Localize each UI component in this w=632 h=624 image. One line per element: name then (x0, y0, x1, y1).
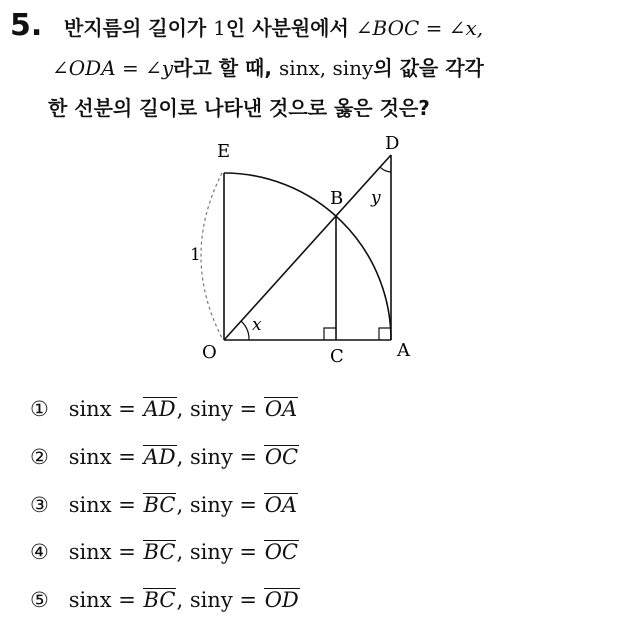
segment-answer: BC (143, 588, 176, 612)
equals: = (239, 445, 258, 469)
choice-marker: ① (30, 397, 49, 421)
radius-dashed-brace (201, 173, 222, 338)
label-o: O (202, 342, 217, 363)
right-angle-mark (379, 328, 391, 340)
segment-answer: OC (264, 445, 299, 469)
equals: = (239, 540, 257, 564)
equals: = (239, 493, 257, 517)
segment-answer: OA (264, 493, 298, 517)
choice-marker: ③ (30, 493, 49, 517)
label-b: B (330, 188, 344, 209)
choice-marker: ② (30, 445, 49, 469)
label-e: E (217, 141, 231, 162)
equals: = (239, 588, 257, 612)
segment-answer: BC (143, 493, 176, 517)
segment-answer: BC (143, 540, 176, 564)
sin-x: sinx (68, 445, 112, 469)
equals: = (118, 445, 136, 469)
angle-expression: ∠ODA = ∠y (52, 56, 174, 80)
radius-value: 1 (213, 16, 226, 40)
sin-y: siny (189, 445, 233, 469)
equals: = (118, 493, 136, 517)
quarter-circle-arc (224, 173, 391, 340)
angle-expression: ∠BOC = ∠x, (355, 16, 484, 40)
question-text: 한 선분의 길이로 나타낸 것으로 옳은 것은? (48, 96, 430, 120)
question-text: 의 값을 각각 (373, 56, 484, 80)
choice-2[interactable] (30, 445, 299, 469)
question-text: 라고 할 때, (173, 56, 272, 80)
segment-answer: OC (264, 540, 298, 564)
sin-x: sinx (68, 493, 112, 517)
question-text: 반지름의 길이가 (64, 16, 207, 40)
comma: , (176, 445, 184, 469)
equals: = (118, 397, 136, 421)
segment-answer: AD (143, 445, 176, 469)
label-c: C (330, 346, 344, 367)
angle-y-arc (380, 167, 391, 172)
label-d: D (385, 133, 400, 154)
sin-y: siny (189, 397, 233, 421)
segment-answer: AD (143, 397, 176, 421)
choice-1[interactable] (30, 397, 298, 421)
sin-x: sinx (68, 588, 112, 612)
comma: , (176, 493, 184, 517)
label-y: y (371, 188, 381, 208)
label-a: A (397, 340, 410, 361)
sin-y: siny (189, 540, 233, 564)
choice-marker: ④ (30, 540, 49, 564)
label-radius: 1 (190, 245, 201, 265)
right-angle-mark (324, 328, 336, 340)
question-number: 5. (10, 8, 43, 43)
comma: , (176, 397, 184, 421)
sin-x: sinx (68, 397, 112, 421)
segment-od (224, 155, 391, 340)
comma: , (176, 540, 184, 564)
equals: = (118, 588, 136, 612)
label-x: x (252, 315, 262, 335)
sin-x: sinx (68, 540, 112, 564)
segment-answer: OA (264, 397, 298, 421)
question-text: 인 사분원에서 (225, 16, 349, 40)
choice-marker: ⑤ (30, 588, 49, 612)
comma: , (176, 588, 184, 612)
trig-expression: sinx, siny (278, 56, 374, 80)
equals: = (118, 540, 136, 564)
segment-answer: OD (264, 588, 299, 612)
sin-y: siny (189, 588, 233, 612)
choice-3[interactable] (30, 493, 298, 517)
sin-y: siny (189, 493, 233, 517)
choice-5[interactable] (30, 588, 300, 612)
angle-x-arc (241, 321, 249, 340)
choice-4[interactable] (30, 540, 299, 564)
equals: = (239, 397, 258, 421)
